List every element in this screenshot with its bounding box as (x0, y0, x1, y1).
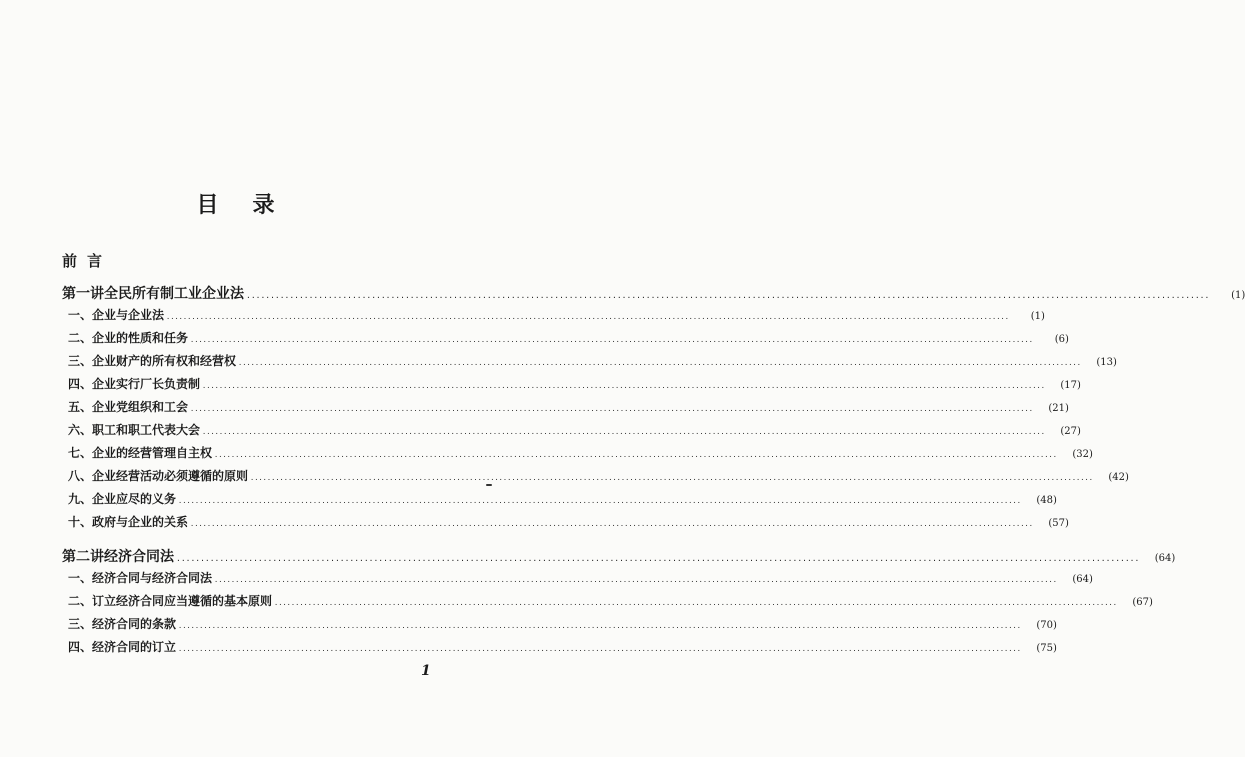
section-title: 经济合同的条款 (92, 617, 177, 631)
section-number: 九、 (68, 492, 93, 506)
page-ref: (13) (1096, 357, 1117, 368)
section-title: 职工和职工代表大会 (92, 423, 201, 437)
section-title: 企业应尽的义务 (92, 492, 177, 506)
section-number: 一、 (68, 308, 93, 322)
toc-section[interactable] (68, 638, 1057, 655)
leader-dots: ........................................................................................................................................................................................................ (202, 382, 1045, 390)
toc-section[interactable] (68, 592, 1153, 609)
section-number: 七、 (68, 446, 93, 460)
leader-dots: ........................................................................................................................................................................................................ (166, 313, 1009, 321)
section-number: 二、 (68, 331, 93, 345)
page-ref: (75) (1036, 643, 1057, 654)
section-number: 三、 (68, 354, 93, 368)
leader-dots: ........................................................................................................................................................................................................ (214, 451, 1057, 459)
page-ref: (64) (1072, 574, 1093, 585)
section-title: 企业的经营管理自主权 (92, 446, 213, 460)
leader-dots: ........................................................................................................................................................................................................ (190, 520, 1033, 528)
section-number: 二、 (68, 594, 93, 608)
page-number: 1 (421, 663, 431, 679)
page-ref: (6) (1054, 334, 1069, 345)
page-ref: (48) (1036, 495, 1057, 506)
leader-dots: ........................................................................................................................................................................................................ (202, 428, 1045, 436)
toc-section[interactable] (68, 569, 1093, 586)
toc-chapter-2[interactable] (62, 546, 1176, 566)
page-ref: (21) (1048, 403, 1069, 414)
leader-dots: ........................................................................................................................................................................................................ (190, 405, 1033, 413)
section-title: 企业与企业法 (92, 308, 165, 322)
section-title: 企业党组织和工会 (92, 400, 189, 414)
page-ref: (32) (1072, 449, 1093, 460)
preface-heading: 前言 (62, 252, 113, 270)
toc-section[interactable] (68, 615, 1057, 632)
page-ref: (64) (1154, 553, 1176, 564)
toc-section[interactable] (68, 513, 1069, 530)
section-number: 五、 (68, 400, 93, 414)
chapter-number: 第二讲 (62, 549, 104, 565)
leader-dots: ........................................................................................................................................................................................................ (178, 645, 1021, 653)
section-title: 企业财产的所有权和经营权 (92, 354, 237, 368)
scan-speck (486, 484, 492, 486)
page-ref: (70) (1036, 620, 1057, 631)
section-number: 八、 (68, 469, 93, 483)
section-title: 企业经营活动必须遵循的原则 (92, 469, 249, 483)
leader-dots: ........................................................................................................................................................................................................ (274, 599, 1117, 607)
toc-section[interactable] (68, 329, 1069, 346)
chapter-title: 全民所有制工业企业法 (104, 286, 244, 302)
section-number: 六、 (68, 423, 93, 437)
page-ref: (27) (1060, 426, 1081, 437)
toc-section[interactable] (68, 490, 1057, 507)
toc-section[interactable] (68, 444, 1093, 461)
section-title: 政府与企业的关系 (92, 515, 189, 529)
leader-dots: ........................................................................................................................................................................................................ (250, 474, 1093, 482)
leader-dots: ........................................................................................................................................................................................................ (178, 622, 1021, 630)
page-ref: (67) (1132, 597, 1153, 608)
page-ref: (57) (1048, 518, 1069, 529)
section-title: 经济合同与经济合同法 (92, 571, 213, 585)
section-number: 三、 (68, 617, 93, 631)
chapter-title: 经济合同法 (104, 549, 174, 565)
toc-section[interactable] (68, 398, 1069, 415)
section-number: 十、 (68, 515, 93, 529)
section-number: 一、 (68, 571, 93, 585)
toc-section[interactable] (68, 352, 1117, 369)
section-number: 四、 (68, 377, 93, 391)
toc-section[interactable] (68, 467, 1129, 484)
leader-dots: ........................................................................................................................................................................................................ (214, 576, 1057, 584)
page-title: 目录 (196, 192, 309, 218)
chapter-number: 第一讲 (62, 286, 104, 302)
leader-dots: ........................................................................................................................................................................................................ (246, 291, 1210, 300)
section-title: 经济合同的订立 (92, 640, 177, 654)
leader-dots: ........................................................................................................................................................................................................ (238, 359, 1081, 367)
page-ref: (17) (1060, 380, 1081, 391)
leader-dots: ........................................................................................................................................................................................................ (178, 497, 1021, 505)
page-ref: (1) (1231, 290, 1245, 301)
section-title: 订立经济合同应当遵循的基本原则 (92, 594, 273, 608)
leader-dots: ........................................................................................................................................................................................................ (176, 554, 1140, 563)
toc-section[interactable] (68, 375, 1081, 392)
toc-chapter-1[interactable] (62, 283, 1245, 303)
leader-dots: ........................................................................................................................................................................................................ (190, 336, 1033, 344)
toc-section[interactable] (68, 306, 1045, 323)
page-ref: (42) (1108, 472, 1129, 483)
section-title: 企业实行厂长负责制 (92, 377, 201, 391)
section-title: 企业的性质和任务 (92, 331, 189, 345)
section-number: 四、 (68, 640, 93, 654)
toc-section[interactable] (68, 421, 1081, 438)
page-ref: (1) (1030, 311, 1045, 322)
